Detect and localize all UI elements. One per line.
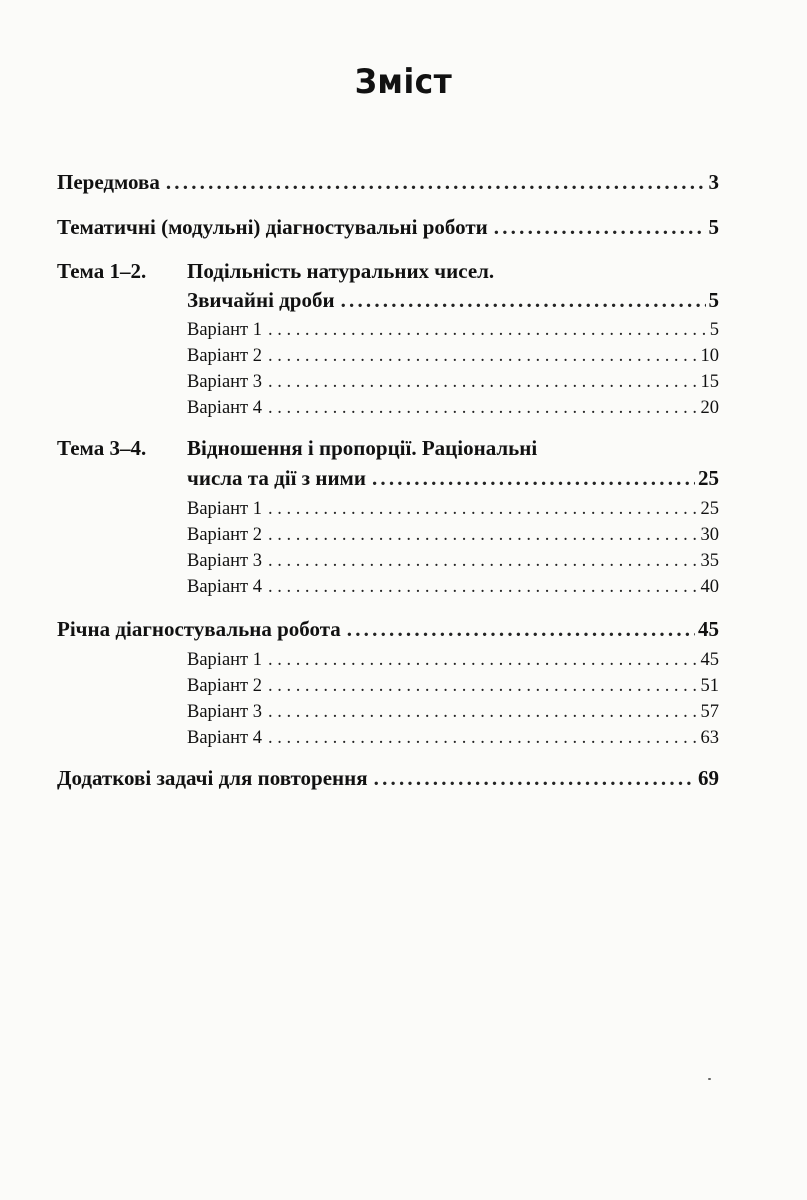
topic-prefix: Тема 1–2. [57, 259, 147, 283]
toc-page-number: 45 [700, 650, 719, 670]
variant-label: Варіант 4 [187, 728, 263, 748]
toc-page-number: 10 [700, 346, 719, 366]
toc-entry-label: Додаткові задачі для повторення [57, 766, 368, 790]
toc-entry-label: Відношення і пропорції. Раціональні [187, 436, 538, 460]
toc-entry-label: числа та дії з ними [187, 466, 366, 490]
page-title: Зміст [354, 62, 453, 102]
toc-variant[interactable] [187, 676, 719, 697]
variant-label: Варіант 1 [187, 320, 263, 340]
dot-leader [268, 320, 707, 341]
toc-variant[interactable] [187, 525, 719, 546]
toc-entry-topic34-line2[interactable] [187, 466, 719, 491]
toc-page-number: 25 [700, 499, 719, 519]
toc-variant[interactable] [187, 372, 719, 393]
toc-entry-label: Подільність натуральних чисел. [187, 259, 495, 283]
variant-label: Варіант 3 [187, 551, 263, 571]
toc-variant[interactable] [187, 320, 719, 341]
toc-entry-annual[interactable] [57, 617, 719, 642]
toc-page-number: 57 [700, 702, 719, 722]
dot-leader [166, 170, 706, 195]
variant-label: Варіант 2 [187, 676, 263, 696]
variant-label: Варіант 4 [187, 398, 263, 418]
toc-variant[interactable] [187, 650, 719, 671]
toc-page-number: 15 [700, 372, 719, 392]
toc-page-number: 30 [700, 525, 719, 545]
dot-leader [268, 650, 697, 671]
toc-variant[interactable] [187, 728, 719, 749]
dot-leader [268, 499, 697, 520]
toc-entry-topic34-line1[interactable] [57, 436, 719, 461]
variant-label: Варіант 3 [187, 372, 263, 392]
dot-leader [372, 466, 695, 491]
dot-leader [268, 398, 697, 419]
toc-entry-label: Передмова [57, 170, 160, 194]
paper-speck [708, 1078, 711, 1080]
dot-leader [268, 346, 697, 367]
toc-entry-preface[interactable] [57, 170, 719, 195]
toc-variant[interactable] [187, 499, 719, 520]
dot-leader [268, 676, 697, 697]
variant-label: Варіант 3 [187, 702, 263, 722]
toc-entry-thematic[interactable] [57, 215, 719, 240]
toc-page-number: 40 [700, 577, 719, 597]
topic-prefix: Тема 3–4. [57, 436, 147, 460]
toc-variant[interactable] [187, 398, 719, 419]
toc-page-number: 3 [708, 170, 719, 194]
toc-page-number: 5 [708, 215, 719, 239]
variant-label: Варіант 4 [187, 577, 263, 597]
toc-variant[interactable] [187, 577, 719, 598]
toc-entry-label: Річна діагностувальна робота [57, 617, 341, 641]
variant-label: Варіант 1 [187, 499, 263, 519]
dot-leader [341, 288, 706, 313]
variant-label: Варіант 1 [187, 650, 263, 670]
dot-leader [268, 525, 697, 546]
dot-leader [268, 728, 697, 749]
dot-leader [268, 372, 697, 393]
dot-leader [268, 702, 697, 723]
toc-entry-topic12-line1[interactable] [57, 259, 719, 284]
toc-page-number: 20 [700, 398, 719, 418]
toc-entry-topic12-line2[interactable] [187, 288, 719, 313]
dot-leader [268, 577, 697, 598]
toc-entry-label: Звичайні дроби [187, 288, 335, 312]
variant-label: Варіант 2 [187, 525, 263, 545]
toc-page-number: 25 [698, 466, 719, 490]
dot-leader [347, 617, 695, 642]
toc-variant[interactable] [187, 702, 719, 723]
dot-leader [494, 215, 706, 240]
toc-variant[interactable] [187, 346, 719, 367]
toc-page-number: 51 [700, 676, 719, 696]
toc-page-number: 35 [700, 551, 719, 571]
toc-page-number: 45 [698, 617, 719, 641]
variant-label: Варіант 2 [187, 346, 263, 366]
dot-leader [374, 766, 695, 791]
dot-leader [268, 551, 697, 572]
toc-page-number: 69 [698, 766, 719, 790]
toc-page-number: 63 [700, 728, 719, 748]
toc-entry-extra[interactable] [57, 766, 719, 791]
toc-entry-label: Тематичні (модульні) діагностувальні роботи [57, 215, 488, 239]
toc-page-number: 5 [709, 320, 719, 340]
toc-variant[interactable] [187, 551, 719, 572]
toc-page-number: 5 [708, 288, 719, 312]
